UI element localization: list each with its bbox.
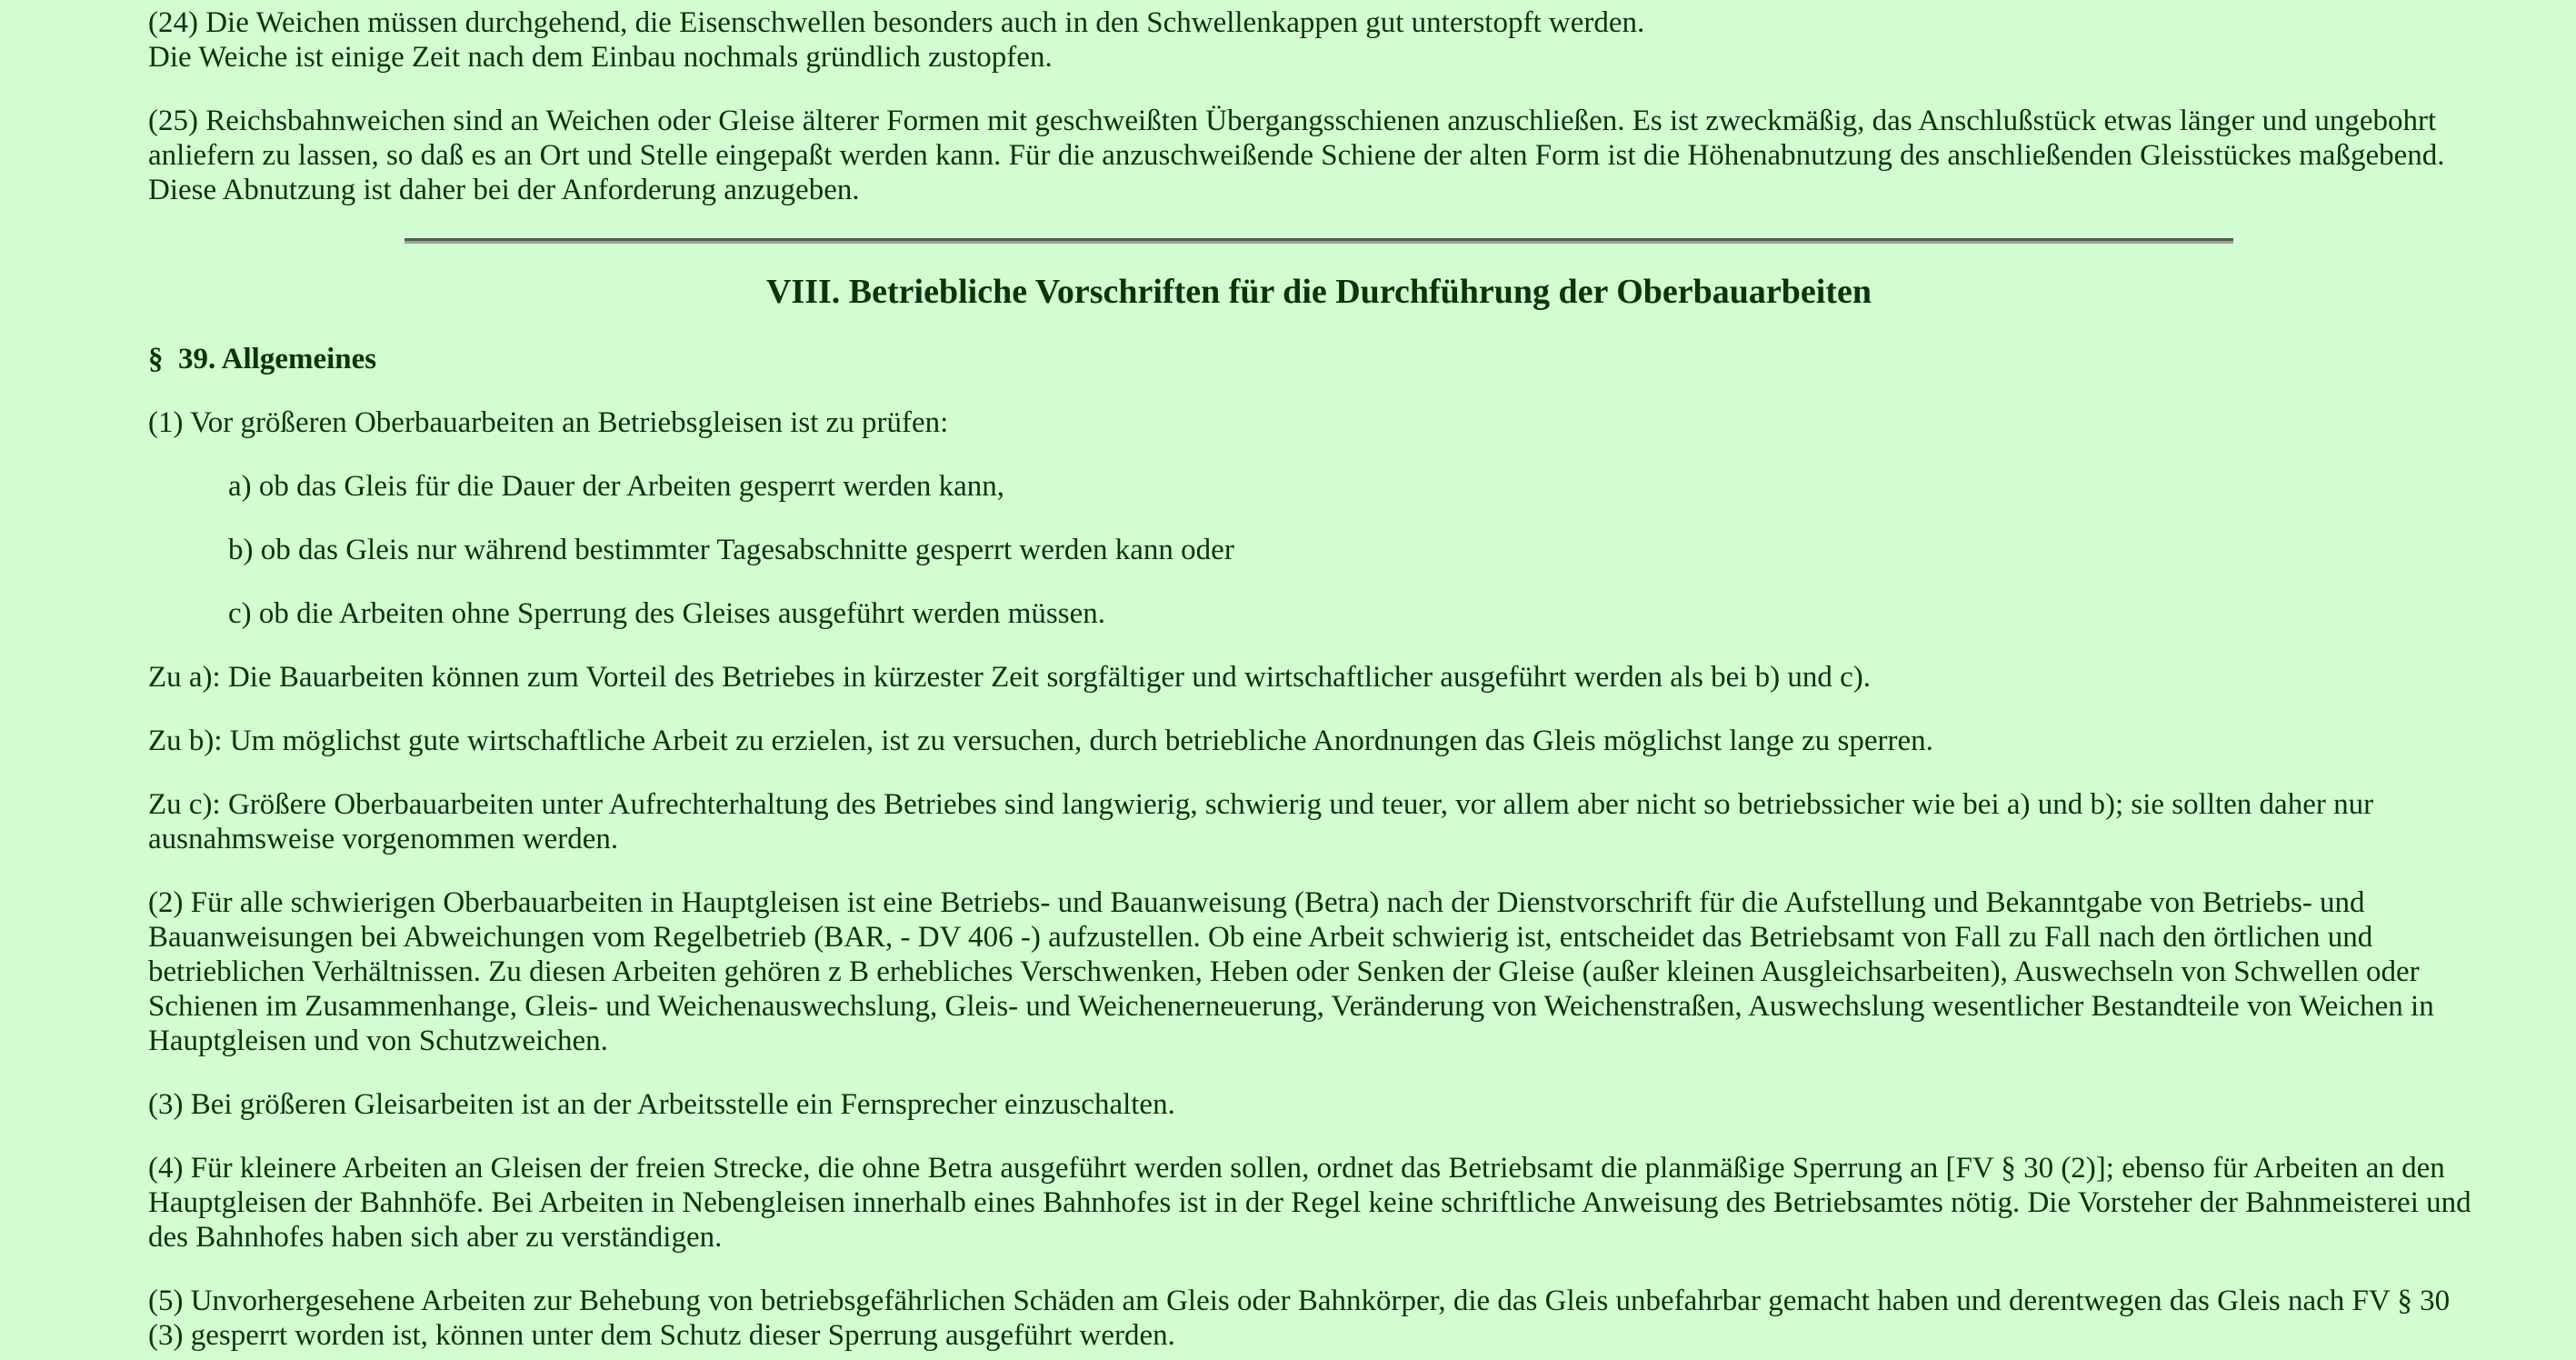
note-zu-c: Zu c): Größere Oberbauarbeiten unter Aufrechterhaltung des Betriebes sind langwierig, schwierig und teuer, vor allem aber nicht so betriebssicher wie bei a) und b); sie sollten daher nur ausnahmsweise vorgenommen werden. <box>148 788 2374 855</box>
paragraph-5: (5) Unvorhergesehene Arbeiten zur Behebung von betriebsgefährlichen Schäden am Gleis oder Bahnkörper, die das Gleis unbefahrbar gemacht haben und derentwegen das Gleis nach FV § 30 (3) gesperrt worden ist, können unter dem Schutz dieser Sperrung ausgeführt werden. <box>148 1285 2451 1352</box>
list-item-a: a) ob das Gleis für die Dauer der Arbeiten gesperrt werden kann, <box>228 470 1005 503</box>
note-zu-b: Zu b): Um möglichst gute wirtschaftliche Arbeit zu erzielen, ist zu versuchen, durch betriebliche Anordnungen das Gleis möglichst lange zu sperren. <box>148 725 1933 757</box>
paragraph-25: (25) Reichsbahnweichen sind an Weichen oder Gleise älterer Formen mit geschweißten Übergangsschienen anzuschließen. Es ist zweckmäßig, das Anschlußstück etwas länger und ungebohrt anliefern zu lassen, so daß es an Ort und Stelle eingepaßt werden kann. Für die anzuschweißende Schiene der alten Form ist die Höhenabnutzung des anschließenden Gleisstückes maßgebend. Diese Abnutzung ist daher bei der Anforderung anzugeben. <box>148 105 2445 206</box>
paragraph-4: (4) Für kleinere Arbeiten an Gleisen der freien Strecke, die ohne Betra ausgeführt werden sollen, ordnet das Betriebsamt die planmäßige Sperrung an [FV § 30 (2)]; ebenso für Arbeiten an den Hauptgleisen der Bahnhöfe. Bei Arbeiten in Nebengleisen innerhalb eines Bahnhofes ist in der Regel keine schriftliche Anweisung des Betriebsamtes nötig. Die Vorsteher der Bahnmeisterei und des Bahnhofes haben sich aber zu verständigen. <box>148 1152 2471 1254</box>
paragraph-24-sentence-2: Die Weiche ist einige Zeit nach dem Einbau nochmals gründlich zustopfen. <box>148 41 1053 74</box>
list-item-b: b) ob das Gleis nur während bestimmter Tagesabschnitte gesperrt werden kann oder <box>228 534 1234 566</box>
subsection-heading: § 39. Allgemeines <box>148 343 377 375</box>
list-item-c: c) ob die Arbeiten ohne Sperrung des Gleises ausgeführt werden müssen. <box>228 597 1105 630</box>
section-divider <box>404 238 2233 244</box>
paragraph-3: (3) Bei größeren Gleisarbeiten ist an der Arbeitsstelle ein Fernsprecher einzuschalten. <box>148 1088 1175 1121</box>
paragraph-24 <box>148 5 2490 75</box>
paragraph-1-intro: (1) Vor größeren Oberbauarbeiten an Betriebsgleisen ist zu prüfen: <box>148 406 949 439</box>
paragraph-2: (2) Für alle schwierigen Oberbauarbeiten in Hauptgleisen ist eine Betriebs- und Bauanweisung (Betra) nach der Dienstvorschrift für die Aufstellung und Bekanntgabe von Betriebs- und Bauanweisungen bei Abweichungen vom Regelbetrieb (BAR, - DV 406 -) aufzustellen. Ob eine Arbeit schwierig ist, entscheidet das Betriebsamt von Fall zu Fall nach den örtlichen und betrieblichen Verhältnissen. Zu diesen Arbeiten gehören z B erhebliches Verschwenken, Heben oder Senken der Gleise (außer kleinen Ausgleichsarbeiten), Auswechseln von Schwellen oder Schienen im Zusammenhange, Gleis- und Weichenauswechslung, Gleis- und Weichenerneuerung, Veränderung von Weichenstraßen, Auswechslung wesentlicher Bestandteile von Weichen in Hauptgleisen und von Schutzweichen. <box>148 886 2434 1057</box>
section-heading: VIII. Betriebliche Vorschriften für die Durchführung der Oberbauarbeiten <box>765 273 1872 311</box>
note-zu-a: Zu a): Die Bauarbeiten können zum Vorteil des Betriebes in kürzester Zeit sorgfältiger und wirtschaftlicher ausgeführt werden als bei b) und c). <box>148 661 1872 694</box>
paragraph-24-sentence-1: (24) Die Weichen müssen durchgehend, die Eisenschwellen besonders auch in den Schwellenkappen gut unterstopft werden. <box>148 6 1645 39</box>
